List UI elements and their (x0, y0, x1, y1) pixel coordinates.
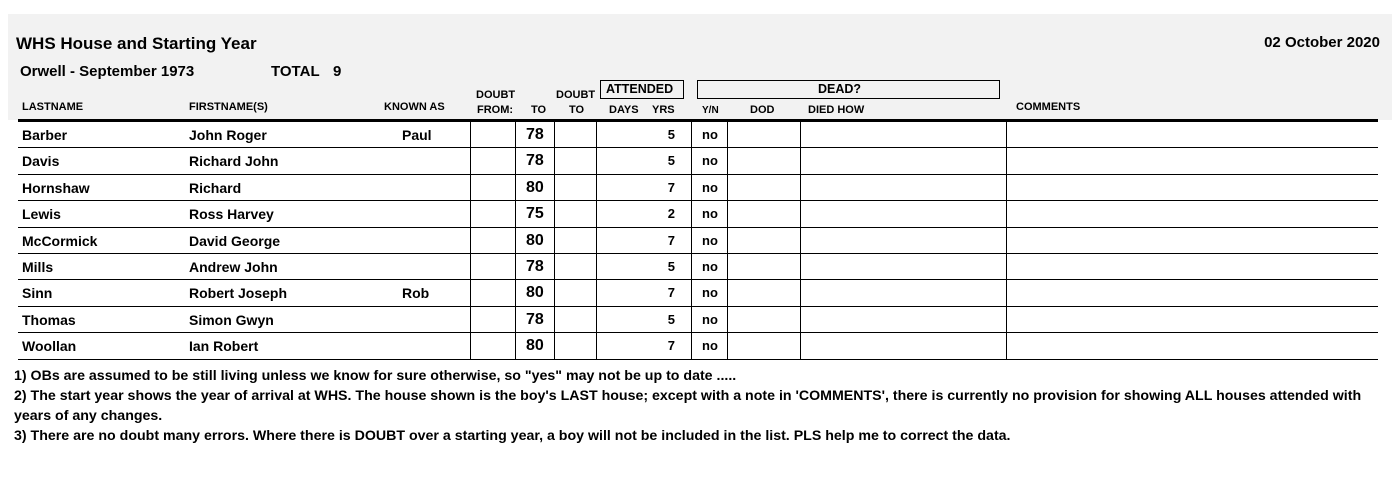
column-divider (800, 122, 801, 360)
header-yn: Y/N (702, 105, 719, 116)
cell-to: 78 (526, 257, 544, 275)
table-row (18, 307, 1378, 333)
cell-known-as: Rob (402, 285, 430, 302)
header-doubt-from-line2: FROM: (477, 104, 514, 116)
cell-firstnames: Richard John (189, 153, 279, 170)
cell-lastname: Woollan (22, 338, 77, 355)
header-dead: DEAD? (818, 82, 862, 96)
cell-yn: no (702, 232, 718, 248)
header-doubt-from-line1: DOUBT (476, 89, 516, 101)
column-divider (727, 122, 728, 360)
header-to: TO (531, 104, 547, 116)
cell-yrs: 7 (667, 338, 675, 354)
cell-to: 80 (526, 284, 544, 302)
cell-firstnames: Ian Robert (189, 338, 259, 355)
cell-lastname: Hornshaw (22, 179, 90, 196)
cell-yn: no (702, 206, 718, 222)
students-table (18, 122, 1378, 360)
header-firstnames: FIRSTNAME(S) (189, 101, 268, 113)
column-divider (470, 122, 471, 360)
cell-yn: no (702, 285, 718, 301)
cell-yn: no (702, 127, 718, 142)
table-row (18, 201, 1378, 227)
cell-lastname: Thomas (22, 311, 76, 328)
cell-to: 80 (526, 178, 544, 196)
total-value: 9 (333, 63, 342, 80)
cell-lastname: Barber (22, 127, 68, 143)
cell-to: 80 (526, 337, 544, 355)
cell-lastname: Mills (22, 258, 54, 275)
page-title: WHS House and Starting Year (16, 34, 257, 53)
cell-yrs: 7 (667, 232, 675, 248)
cell-known-as: Paul (402, 127, 432, 143)
column-divider (596, 122, 597, 360)
cell-to: 80 (526, 231, 544, 249)
cell-firstnames: Robert Joseph (189, 285, 288, 302)
footnote-3: 3) There are no doubt many errors. Where there is DOUBT over a starting year, a boy will not be included in the list. PLS help me to correct the data. (14, 428, 1011, 444)
header-dod: DOD (750, 104, 775, 116)
header-known-as: KNOWN AS (384, 101, 445, 113)
table-row (18, 148, 1378, 174)
cell-firstnames: David George (189, 232, 281, 249)
cell-yrs: 5 (667, 153, 675, 169)
house-subtitle: Orwell - September 1973 (20, 63, 195, 80)
cell-yrs: 7 (667, 285, 675, 301)
cell-lastname: McCormick (22, 232, 98, 249)
cell-firstnames: Andrew John (189, 258, 278, 275)
cell-lastname: Davis (22, 153, 60, 170)
cell-yn: no (702, 153, 718, 169)
cell-yrs: 5 (667, 258, 675, 274)
cell-firstnames: Ross Harvey (189, 206, 274, 223)
header-attended: ATTENDED (606, 82, 674, 96)
table-row (18, 122, 1378, 148)
column-divider (1006, 122, 1007, 360)
header-doubt-to-line1: DOUBT (556, 89, 596, 101)
report-date: 02 October 2020 (1264, 34, 1380, 51)
header-died-how: DIED HOW (808, 104, 865, 116)
cell-to: 75 (526, 205, 544, 223)
cell-to: 78 (526, 310, 544, 328)
header-days: DAYS (609, 104, 639, 116)
total-label: TOTAL (271, 63, 320, 80)
footnote-1: 1) OBs are assumed to be still living unless we know for sure otherwise, so "yes" may not be up to date ..... (14, 368, 737, 384)
cell-yrs: 5 (667, 311, 675, 327)
table-row (18, 280, 1378, 306)
table-row (18, 228, 1378, 254)
cell-lastname: Lewis (22, 206, 61, 223)
cell-firstnames: John Roger (189, 127, 267, 143)
footnote-2: 2) The start year shows the year of arrival at WHS. The house shown is the boy's LAST house; except with a note in 'COMMENTS', there is currently no provision for showing ALL houses attended with years of any changes. (14, 388, 1362, 424)
footnotes (14, 366, 1386, 446)
cell-yrs: 7 (667, 179, 675, 195)
cell-yn: no (702, 338, 718, 354)
column-divider (691, 122, 692, 360)
cell-yrs: 5 (667, 127, 675, 142)
cell-yn: no (702, 179, 718, 195)
cell-yn: no (702, 258, 718, 274)
cell-yn: no (702, 311, 718, 327)
header-doubt-to-line2: TO (569, 104, 585, 116)
cell-firstnames: Simon Gwyn (189, 311, 274, 328)
header-lastname: LASTNAME (22, 101, 84, 113)
cell-to: 78 (526, 126, 544, 143)
header-comments: COMMENTS (1016, 101, 1081, 113)
cell-lastname: Sinn (22, 285, 53, 302)
cell-to: 78 (526, 152, 544, 170)
column-divider (554, 122, 555, 360)
table-row (18, 333, 1378, 359)
column-divider (515, 122, 516, 360)
cell-firstnames: Richard (189, 179, 242, 196)
table-row (18, 175, 1378, 201)
header-yrs: YRS (652, 104, 675, 116)
cell-yrs: 2 (667, 206, 675, 222)
table-row (18, 254, 1378, 280)
